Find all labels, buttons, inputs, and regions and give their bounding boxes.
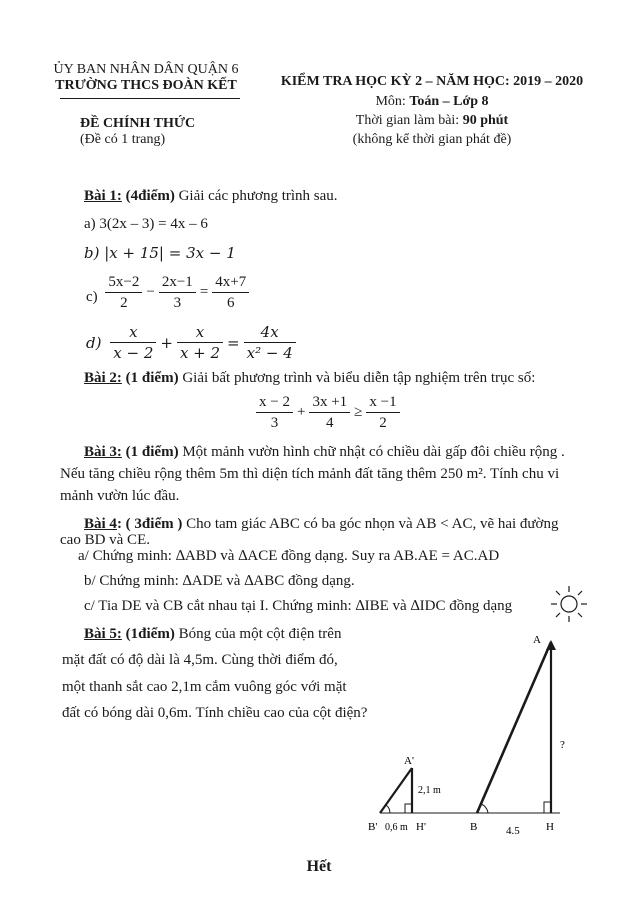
bai5-line1: Bài 5: (1điểm) Bóng của một cột điện trên bbox=[84, 626, 342, 642]
fraction: $\frac{5x-2}{2}$ bbox=[105, 272, 142, 313]
bai4-line1: Bài 4: ( 3điểm ) Cho tam giác ABC có ba góc nhọn và AB < AC, vẽ hai đường bbox=[84, 516, 559, 532]
bai2-heading: Bài 2: (1 điểm) Giải bất phương trình và biểu diễn tập nghiệm trên trục số: bbox=[84, 370, 536, 386]
label-question: ? bbox=[560, 739, 565, 751]
fraction: $\frac{2x-1}{3}$ bbox=[159, 272, 196, 313]
official-label: ĐỀ CHÍNH THỨC bbox=[80, 116, 196, 131]
bai1-d: d) $\frac{x}{x - 2}$ + $\frac{x}{x + 2}$ = $\frac{4x}{\text{x² − 4}}$ bbox=[84, 322, 298, 363]
label-A: A bbox=[533, 634, 541, 646]
bai2-inequality: $\frac{x - 2}{3}$ + $\frac{3x +1}{4}$ ≥ $\frac{x -1}{2}$ bbox=[254, 392, 402, 433]
lamp-icon bbox=[546, 640, 556, 650]
bai4-a: a/ Chứng minh: ∆ABD và ∆ACE đồng dạng. Suy ra AB.AE = AC.AD bbox=[78, 548, 500, 564]
shadow-figure bbox=[360, 580, 600, 850]
bai3-line3: mảnh vườn lúc đầu. bbox=[60, 488, 180, 504]
bai1-b: b) |x + 15| = 3x − 1 bbox=[84, 244, 236, 262]
school-name: TRƯỜNG THCS ĐOÀN KẾT bbox=[55, 78, 237, 93]
bai4-c: c/ Tia DE và CB cắt nhau tại I. Chứng minh: ∆IBE và ∆IDC đồng dạng bbox=[84, 598, 513, 614]
subject-line: Môn: Toán – Lớp 8 bbox=[375, 94, 489, 109]
big-hypotenuse bbox=[477, 642, 551, 813]
label-B-prime: B' bbox=[368, 821, 378, 833]
fraction: $\frac{4x}{\text{x² − 4}}$ bbox=[244, 322, 296, 363]
bai4-b: b/ Chứng minh: ∆ADE và ∆ABC đồng dạng. bbox=[84, 573, 355, 589]
small-hypotenuse bbox=[380, 768, 412, 813]
bai5-line2: mặt đất có độ dài là 4,5m. Cùng thời điểm đó, bbox=[62, 652, 338, 668]
fraction: $\frac{4x+7}{6}$ bbox=[212, 272, 249, 313]
fraction: $\frac{x}{x - 2}$ bbox=[110, 322, 156, 363]
time-line: Thời gian làm bài: 90 phút bbox=[355, 113, 509, 128]
small-angle-mark bbox=[386, 805, 390, 813]
bai3-line2: Nếu tăng chiều rộng thêm 5m thì diện tích mảnh đất tăng thêm 250 m². Tính chu vi bbox=[60, 466, 560, 482]
bai1-a: a) 3(2x – 3) = 4x – 6 bbox=[84, 216, 208, 232]
fraction: $\frac{x -1}{2}$ bbox=[366, 392, 399, 433]
label-H: H bbox=[546, 821, 554, 833]
label-0-6m: 0,6 m bbox=[385, 822, 408, 833]
time-note: (không kể thời gian phát đề) bbox=[352, 132, 512, 147]
bai1-c: c) $\frac{5x-2}{2}$ − $\frac{2x-1}{3}$ = $\frac{4x+7}{6}$ bbox=[84, 272, 251, 313]
fraction: $\frac{x}{x + 2}$ bbox=[177, 322, 223, 363]
sun-icon bbox=[551, 586, 587, 622]
bai5-line3: một thanh sắt cao 2,1m cắm vuông góc với mặt bbox=[62, 679, 347, 695]
district-name: ỦY BAN NHÂN DÂN QUẬN 6 bbox=[53, 62, 239, 77]
bai5-line4: đất có bóng dài 0,6m. Tính chiều cao của cột điện? bbox=[62, 705, 368, 721]
bai4-line2: cao BD và CE. bbox=[60, 532, 150, 548]
label-2-1m: 2,1 m bbox=[418, 785, 441, 796]
fraction: $\frac{3x +1}{4}$ bbox=[309, 392, 350, 433]
end-label: Hết bbox=[306, 858, 332, 875]
fraction: $\frac{x - 2}{3}$ bbox=[256, 392, 293, 433]
bai3-line1: Bài 3: (1 điểm) Một mảnh vườn hình chữ nhật có chiều dài gấp đôi chiều rộng . bbox=[84, 444, 565, 460]
label-B: B bbox=[470, 821, 478, 833]
big-angle-mark bbox=[481, 804, 488, 813]
header-divider bbox=[60, 98, 240, 99]
page-count: (Đề có 1 trang) bbox=[80, 132, 166, 147]
exam-title: KIỂM TRA HỌC KỲ 2 – NĂM HỌC: 2019 – 2020 bbox=[280, 74, 584, 89]
bai1-heading: Bài 1: (4điểm) Giải các phương trình sau. bbox=[84, 188, 338, 204]
label-H-prime: H' bbox=[416, 821, 426, 833]
label-A-prime: A' bbox=[404, 755, 414, 767]
label-4-5: 4.5 bbox=[506, 825, 520, 837]
